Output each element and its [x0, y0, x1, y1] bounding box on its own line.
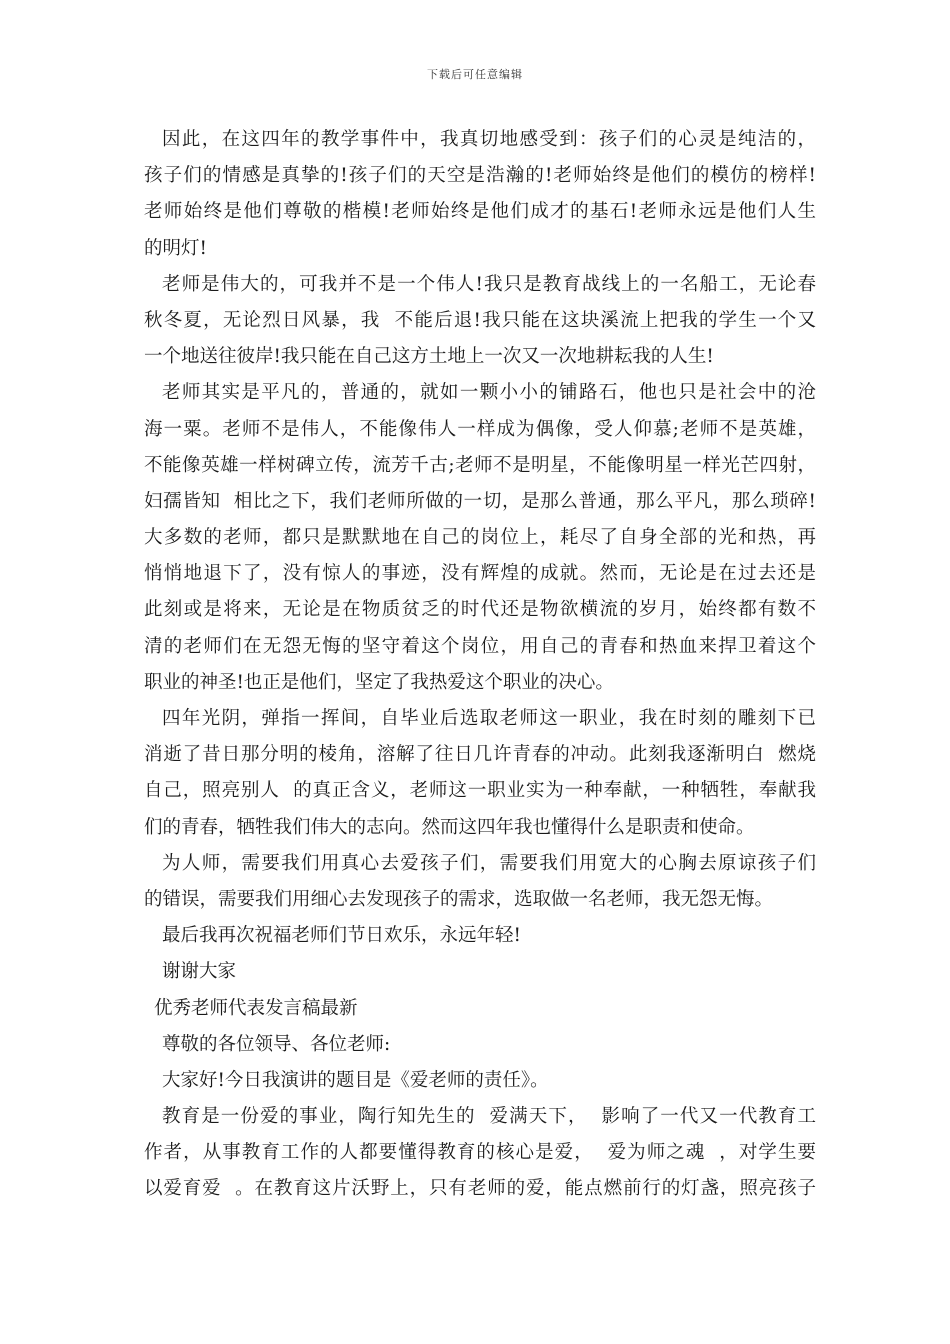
text-line: 悄悄地退下了，没有惊人的事迹，没有辉煌的成就。然而，无论是在过去还是	[144, 563, 816, 585]
text-line: 职业的神圣!也正是他们，坚定了我热爱这个职业的决心。	[144, 671, 614, 693]
text-line: 为人师，需要我们用真心去爱孩子们，需要我们用宽大的心胸去原谅孩子们	[162, 852, 816, 874]
document-body	[144, 122, 816, 1208]
text-line: 大家好!今日我演讲的题目是《爱老师的责任》。	[162, 1069, 549, 1091]
text-line: 四年光阴，弹指一挥间，自毕业后选取老师这一职业，我在时刻的雕刻下已	[162, 708, 816, 729]
text-line: 的错误，需要我们用细心去发现孩子的需求，选取做一名老师，我无怨无悔。	[144, 888, 774, 910]
text-line: 们的青春，牺牲我们伟大的志向。然而这四年我也懂得什么是职责和使命。	[144, 816, 755, 838]
text-line: 海一粟。老师不是伟人，不能像伟人一样成为偶像，受人仰慕;老师不是英雄，	[144, 418, 816, 440]
text-line: 优秀老师代表发言稿最新	[154, 997, 358, 1019]
text-line: 老师其实是平凡的，普通的，就如一颗小小的铺路石，他也只是社会中的沧	[162, 382, 816, 404]
text-line: 自己，照亮别人 的真正含义，老师这一职业实为一种奉献，一种牺牲，奉献我	[144, 780, 816, 802]
text-line: 以爱育爱 。在教育这片沃野上，只有老师的爱，能点燃前行的灯盏，照亮孩子	[144, 1178, 816, 1200]
text-line: 此刻或是将来，无论是在物质贫乏的时代还是物欲横流的岁月，始终都有数不	[144, 599, 816, 621]
text-line: 不能像英雄一样树碑立传，流芳千古;老师不是明星，不能像明星一样光芒四射，	[144, 454, 816, 476]
page-header: 下载后可任意编辑	[427, 68, 523, 81]
text-line: 老师是伟大的，可我并不是一个伟人!我只是教育战线上的一名船工，无论春	[162, 273, 816, 295]
text-line: 作者，从事教育工作的人都要懂得教育的核心是爱， 爱为师之魂 ，对学生要	[144, 1142, 816, 1164]
text-line: 孩子们的情感是真挚的!孩子们的天空是浩瀚的!老师始终是他们的模仿的榜样!	[144, 165, 816, 187]
text-line: 消逝了昔日那分明的棱角，溶解了往日几许青春的冲动。此刻我逐渐明白 燃烧	[144, 744, 816, 766]
text-line: 尊敬的各位领导、各位老师:	[162, 1033, 391, 1055]
text-line: 秋冬夏，无论烈日风暴，我 不能后退!我只能在这块溪流上把我的学生一个又	[144, 309, 816, 331]
text-line: 最后我再次祝福老师们节日欢乐，永远年轻!	[162, 925, 521, 947]
text-line: 清的老师们在无怨无悔的坚守着这个岗位，用自己的青春和热血来捍卫着这个	[144, 635, 816, 657]
text-line: 老师始终是他们尊敬的楷模!老师始终是他们成才的基石!老师永远是他们人生	[144, 201, 816, 223]
text-line: 教育是一份爱的事业，陶行知先生的 爱满天下， 影响了一代又一代教育工	[162, 1106, 816, 1128]
text-line: 妇孺皆知 相比之下，我们老师所做的一切，是那么普通，那么平凡，那么琐碎!	[144, 490, 816, 512]
text-line: 的明灯!	[144, 237, 207, 259]
text-line: 因此，在这四年的教学事件中，我真切地感受到：孩子们的心灵是纯洁的，	[162, 129, 816, 150]
text-line: 大多数的老师，都只是默默地在自己的岗位上，耗尽了自身全部的光和热，再	[144, 527, 816, 549]
text-line: 谢谢大家	[162, 961, 237, 983]
text-line: 一个地送往彼岸!我只能在自己这方土地上一次又一次地耕耘我的人生!	[144, 346, 714, 368]
